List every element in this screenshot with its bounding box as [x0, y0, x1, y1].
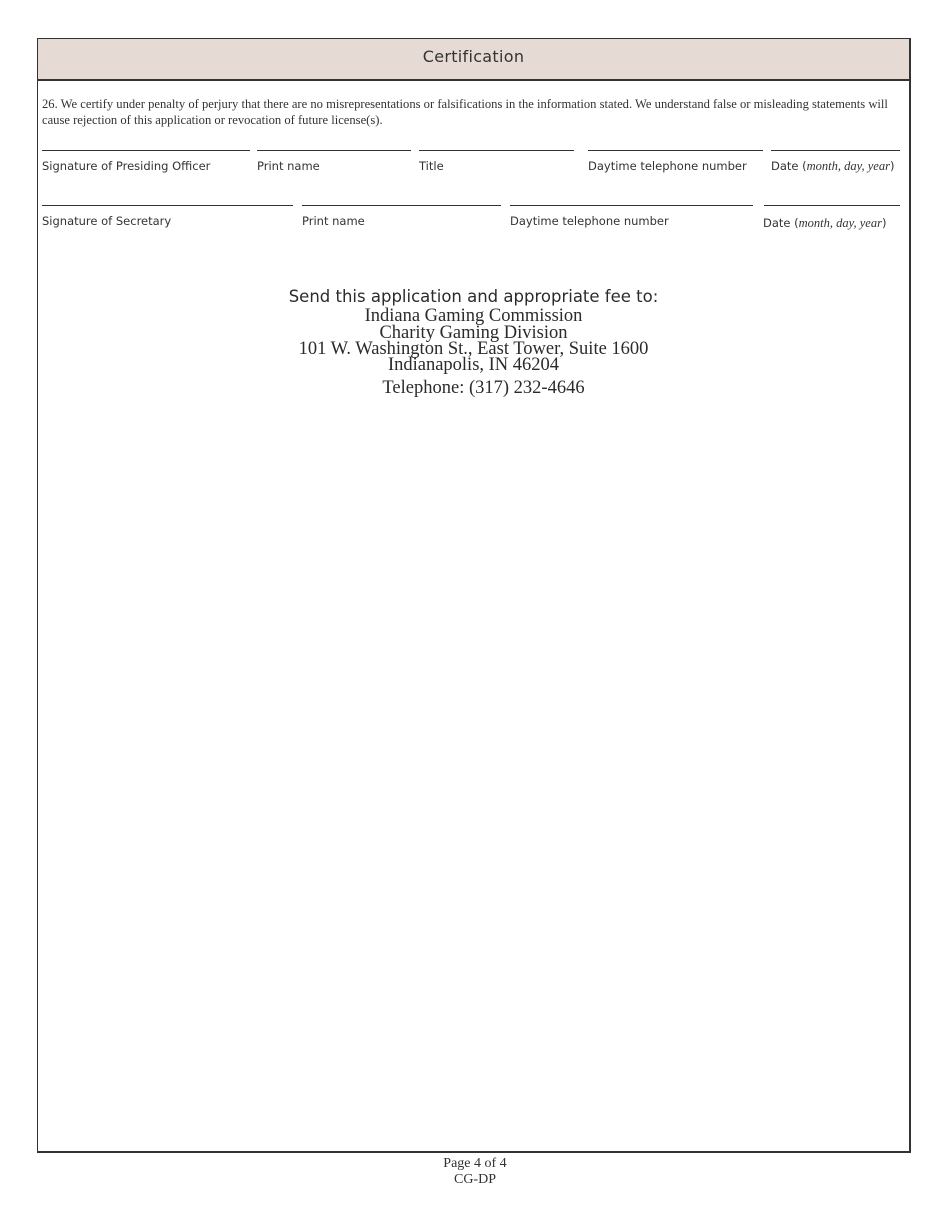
certification-form	[37, 38, 911, 1153]
officer-phone-label: Daytime telephone number	[588, 159, 747, 173]
officer-date-hint: month, day, year	[806, 159, 890, 173]
mailing-telephone: Telephone: (317) 232-4646	[382, 378, 585, 398]
mailing-address-line: Indiana Gaming Commission	[364, 306, 583, 326]
officer-date-label	[771, 159, 894, 174]
secretary-print-name-field[interactable]	[302, 205, 501, 206]
secretary-signature-field[interactable]	[42, 205, 293, 206]
officer-print-name-label: Print name	[257, 159, 320, 173]
secretary-date-hint: month, day, year	[798, 216, 882, 230]
mailing-address-line: Indianapolis, IN 46204	[387, 355, 560, 375]
presiding-officer-signature-field[interactable]	[42, 150, 250, 151]
mailing-address-line: 101 W. Washington St., East Tower, Suite 1600	[298, 339, 649, 359]
mailing-address-line: Charity Gaming Division	[379, 323, 568, 343]
form-code: CG-DP	[453, 1172, 496, 1187]
officer-print-name-field[interactable]	[257, 150, 411, 151]
officer-title-field[interactable]	[419, 150, 574, 151]
page-number: Page 4 of 4	[443, 1156, 507, 1171]
secretary-date-word: Date (	[763, 216, 799, 230]
secretary-date-label	[763, 216, 886, 231]
presiding-officer-signature-label: Signature of Presiding Officer	[42, 159, 211, 173]
officer-date-close: )	[889, 159, 895, 173]
secretary-print-name-label: Print name	[302, 214, 365, 228]
secretary-date-close: )	[881, 216, 887, 230]
certification-statement: 26. We certify under penalty of perjury that there are no misrepresentations or falsifications in the information stated. We understand false or misleading statements will cause rejection of this application or revocation of future license(s).	[42, 97, 888, 127]
section-title: Certification	[38, 39, 909, 81]
secretary-date-field[interactable]	[764, 205, 900, 206]
secretary-signature-label: Signature of Secretary	[42, 214, 172, 228]
officer-title-label: Title	[419, 159, 444, 173]
officer-date-field[interactable]	[771, 150, 900, 151]
secretary-phone-label: Daytime telephone number	[510, 214, 669, 228]
mailing-heading: Send this application and appropriate fee to:	[288, 287, 659, 306]
officer-phone-field[interactable]	[588, 150, 763, 151]
officer-date-word: Date (	[771, 159, 807, 173]
secretary-phone-field[interactable]	[510, 205, 753, 206]
